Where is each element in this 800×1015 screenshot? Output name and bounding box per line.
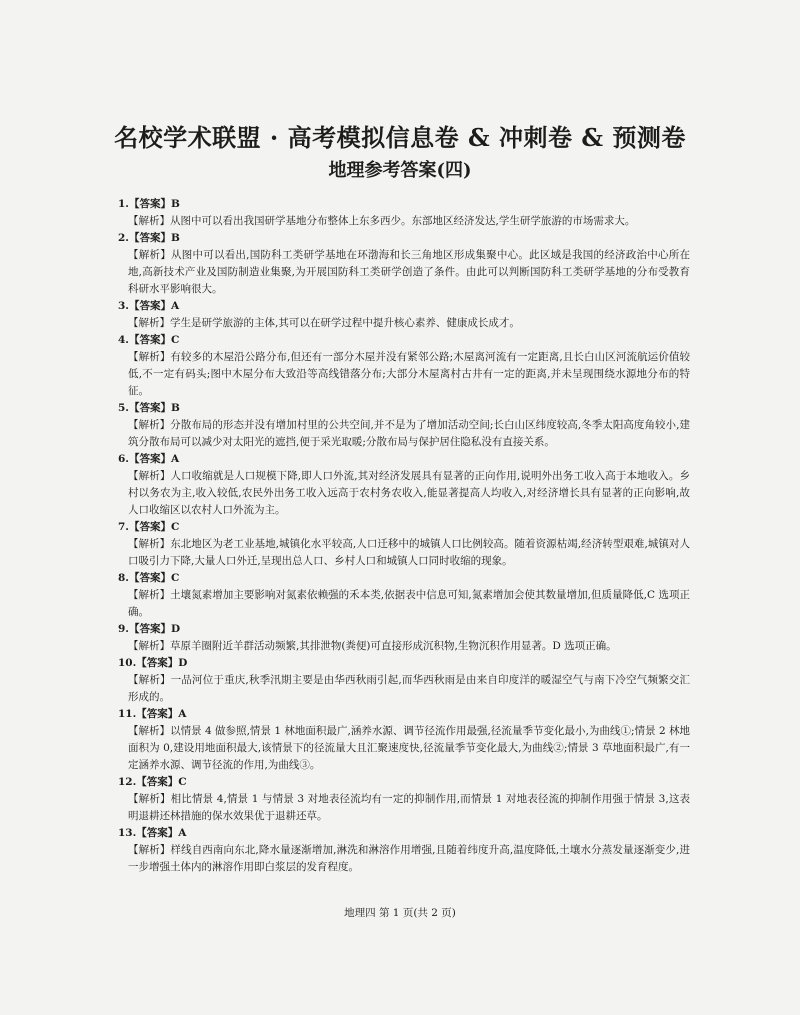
answer-item xyxy=(118,621,690,655)
analysis-text: 【解析】从图中可以看出,国防科工类研学基地在环渤海和长三角地区形成集聚中心。此区域是我国的经济政治中心所在地,高新技术产业及国防制造业集聚,为开展国防科工类研学创造了条件。由此可以判断国防科工类研学基地的分布受教育科研水平影响很大。 xyxy=(128,249,690,295)
analysis-text: 【解析】东北地区为老工业基地,城镇化水平较高,人口迁移中的城镇人口比例较高。随着资源枯竭,经济转型艰难,城镇对人口吸引力下降,大量人口外迁,呈现出总人口、乡村人口和城镇人口同时收缩的现象。 xyxy=(128,538,690,567)
answer-list xyxy=(118,196,690,876)
analysis-text: 【解析】一品河位于重庆,秋季汛期主要是由华西秋雨引起,而华西秋雨是由来自印度洋的暖湿空气与南下冷空气频繁交汇形成的。 xyxy=(128,674,690,703)
analysis-text: 【解析】草原羊圈附近羊群活动频繁,其排泄物(粪便)可直接形成沉积物,生物沉积作用显著。D 选项正确。 xyxy=(128,640,617,652)
page-subtitle: 地理参考答案(四) xyxy=(328,160,472,181)
answer-label: 13.【答案】A xyxy=(118,827,187,839)
answer-label: 6.【答案】A xyxy=(118,453,180,465)
answer-item xyxy=(118,825,690,876)
analysis-text: 【解析】学生是研学旅游的主体,其可以在研学过程中提升核心素养、健康成长成才。 xyxy=(128,317,520,329)
answer-label: 9.【答案】D xyxy=(118,623,181,635)
answer-label: 4.【答案】C xyxy=(118,334,180,346)
analysis-text: 【解析】样线自西南向东北,降水量逐渐增加,淋洗和淋溶作用增强,且随着纬度升高,温度降低,土壤水分蒸发量逐渐变少,进一步增强土体内的淋溶作用即白浆层的发育程度。 xyxy=(128,844,690,873)
answer-item xyxy=(118,774,690,825)
answer-label: 8.【答案】C xyxy=(118,572,180,584)
answer-item xyxy=(118,519,690,570)
answer-item xyxy=(118,298,690,332)
analysis-text: 【解析】分散布局的形态并没有增加村里的公共空间,并不是为了增加活动空间;长白山区纬度较高,冬季太阳高度角较小,建筑分散布局可以减少对太阳光的遮挡,便于采光取暖;分散布局与保护居住隐私没有直接关系。 xyxy=(128,419,690,448)
page-footer: 地理四 第 1 页(共 2 页) xyxy=(344,907,456,919)
answer-item xyxy=(118,400,690,451)
answer-label: 11.【答案】A xyxy=(118,708,187,720)
analysis-text: 【解析】相比情景 4,情景 1 与情景 3 对地表径流均有一定的抑制作用,而情景 1 对地表径流的抑制作用强于情景 3,这表明退耕还林措施的保水效果优于退耕还草。 xyxy=(128,793,690,822)
answer-item xyxy=(118,196,690,230)
answer-item xyxy=(118,706,690,774)
answer-item xyxy=(118,451,690,519)
answer-item xyxy=(118,570,690,621)
answer-label: 5.【答案】B xyxy=(118,402,180,414)
answer-label: 3.【答案】A xyxy=(118,300,180,312)
answer-label: 1.【答案】B xyxy=(118,198,180,210)
analysis-text: 【解析】土壤氮素增加主要影响对氮素依赖强的禾本类,依据表中信息可知,氮素增加会使其数量增加,但质量降低,C 选项正确。 xyxy=(128,589,690,618)
answer-label: 12.【答案】C xyxy=(118,776,187,788)
analysis-text: 【解析】以情景 4 做参照,情景 1 林地面积最广,涵养水源、调节径流作用最强,径流量季节变化最小,为曲线①;情景 2 林地面积为 0,建设用地面积最大,该情景下的径流量大且汇聚速度快,径流量季节变化最大,为曲线②;情景 3 草地面积最广,有一定涵养水源、调节径流的作用,为曲线③。 xyxy=(128,725,690,771)
analysis-text: 【解析】从图中可以看出我国研学基地分布整体上东多西少。东部地区经济发达,学生研学旅游的市场需求大。 xyxy=(128,215,636,227)
answer-item xyxy=(118,655,690,706)
answer-label: 7.【答案】C xyxy=(118,521,180,533)
answer-label: 2.【答案】B xyxy=(118,232,180,244)
page-title: 名校学术联盟 · 高考模拟信息卷 & 冲刺卷 & 预测卷 xyxy=(114,123,686,152)
answer-label: 10.【答案】D xyxy=(118,657,188,669)
analysis-text: 【解析】有较多的木屋沿公路分布,但还有一部分木屋并没有紧邻公路;木屋离河流有一定距离,且长白山区河流航运价值较低,不一定有码头;图中木屋分布大致沿等高线错落分布;大部分木屋离村古井有一定的距离,并未呈现围绕水源地分布的特征。 xyxy=(128,351,690,397)
answer-item xyxy=(118,332,690,400)
analysis-text: 【解析】人口收缩就是人口规模下降,即人口外流,其对经济发展具有显著的正向作用,说明外出务工收入高于本地收入。乡村以务农为主,收入较低,农民外出务工收入远高于农村务农收入,能显著提高人均收入,对经济增长具有显著的正向影响,故人口收缩区以农村人口外流为主。 xyxy=(128,470,690,516)
answer-item xyxy=(118,230,690,298)
